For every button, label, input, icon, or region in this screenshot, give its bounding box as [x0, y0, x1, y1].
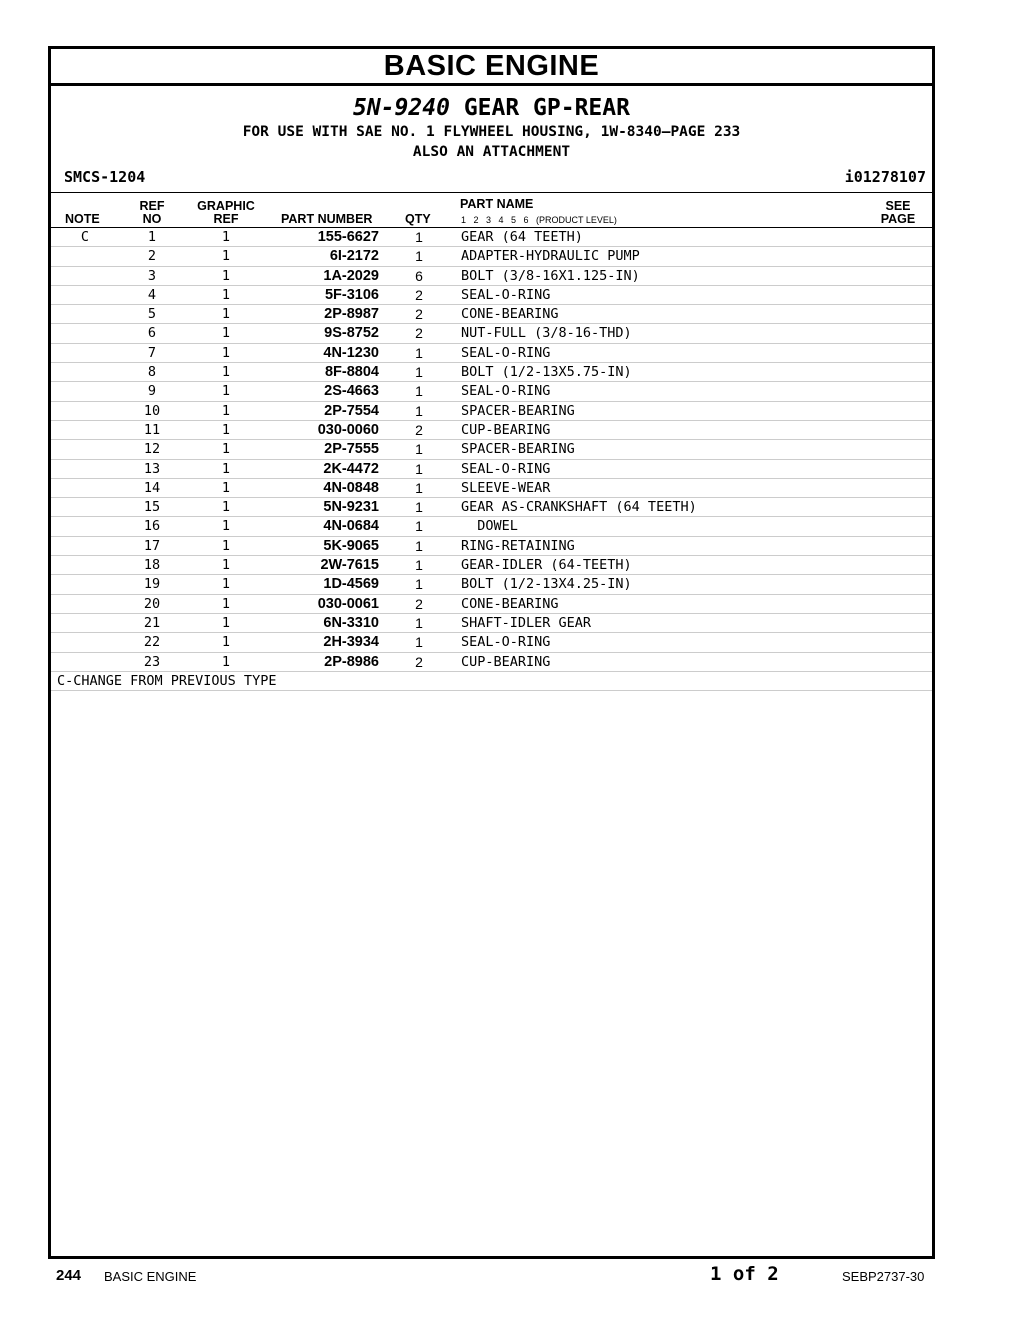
row-part-number: 155-6627 — [317, 229, 379, 245]
col-graphic-header-top: GRAPHIC — [197, 199, 255, 213]
row-part-name: CUP-BEARING — [461, 653, 551, 670]
row-graphic-ref: 1 — [221, 267, 231, 284]
row-ref-no: 18 — [143, 557, 161, 574]
row-graphic-ref: 1 — [221, 499, 231, 516]
row-qty: 1 — [415, 614, 423, 631]
row-ref-no: 21 — [143, 614, 161, 631]
row-part-number: 030-0061 — [317, 595, 379, 612]
table-row — [51, 633, 932, 652]
table-row — [51, 247, 932, 266]
row-ref-no: 22 — [143, 634, 161, 651]
row-part-name: ADAPTER-HYDRAULIC PUMP — [461, 248, 640, 265]
row-graphic-ref: 1 — [221, 441, 231, 458]
row-qty: 1 — [415, 460, 423, 477]
table-row — [51, 305, 932, 324]
row-part-name: NUT-FULL (3/8-16-THD) — [461, 325, 632, 342]
row-part-number: 6N-3310 — [323, 614, 379, 631]
row-graphic-ref: 1 — [221, 402, 231, 419]
table-row — [51, 382, 932, 401]
row-qty: 2 — [415, 421, 423, 438]
footnote-row — [51, 672, 932, 691]
row-qty: 1 — [415, 441, 423, 458]
row-ref-no: 5 — [147, 306, 157, 323]
row-ref-no: 11 — [143, 421, 161, 438]
parts-page-frame — [48, 46, 935, 1259]
table-row — [51, 228, 932, 247]
row-part-number: 1A-2029 — [323, 267, 379, 284]
row-ref-no: 2 — [147, 248, 157, 265]
col-part-name-header: PART NAME — [460, 197, 534, 211]
row-part-name: SEAL-O-RING — [461, 286, 551, 303]
smcs-code: SMCS-1204 — [64, 168, 146, 186]
row-part-number: 1D-4569 — [323, 576, 379, 593]
row-part-number: 2P-7554 — [324, 402, 379, 419]
document-number: SEBP2737-30 — [842, 1269, 925, 1284]
row-ref-no: 8 — [147, 364, 157, 381]
table-row — [51, 595, 932, 614]
table-row — [51, 402, 932, 421]
row-part-number: 8F-8804 — [324, 364, 379, 381]
row-graphic-ref: 1 — [221, 460, 231, 477]
row-ref-no: 10 — [143, 402, 161, 419]
row-graphic-ref: 1 — [221, 576, 231, 593]
table-row — [51, 498, 932, 517]
row-part-number: 030-0060 — [317, 421, 379, 438]
row-part-name: BOLT (1/2-13X5.75-IN) — [461, 364, 632, 381]
row-part-number: 2S-4663 — [324, 383, 379, 400]
table-row — [51, 286, 932, 305]
attachment-note: ALSO AN ATTACHMENT — [412, 144, 571, 160]
row-qty: 1 — [415, 634, 423, 651]
row-part-name: SLEEVE-WEAR — [461, 479, 551, 496]
row-graphic-ref: 1 — [221, 229, 231, 245]
row-ref-no: 1 — [147, 229, 157, 245]
col-note-header: NOTE — [65, 212, 100, 226]
row-part-number: 2K-4472 — [323, 460, 379, 477]
row-qty: 2 — [415, 306, 423, 323]
row-ref-no: 4 — [147, 286, 157, 303]
row-part-number: 5K-9065 — [323, 537, 379, 554]
table-row — [51, 653, 932, 672]
meta-row — [51, 168, 932, 188]
product-level-header: 1 2 3 4 5 6 (PRODUCT LEVEL) — [461, 215, 617, 225]
footnote-text: C-CHANGE FROM PREVIOUS TYPE — [57, 672, 277, 689]
row-qty: 2 — [415, 595, 423, 612]
col-ref-header-bottom: NO — [142, 212, 162, 226]
usage-note: FOR USE WITH SAE NO. 1 FLYWHEEL HOUSING, 1W-8340—PAGE 233 — [242, 124, 741, 140]
row-graphic-ref: 1 — [221, 537, 231, 554]
row-qty: 6 — [415, 267, 423, 284]
row-note: C — [80, 229, 90, 245]
row-graphic-ref: 1 — [221, 518, 231, 535]
row-ref-no: 15 — [143, 499, 161, 516]
row-graphic-ref: 1 — [221, 595, 231, 612]
row-ref-no: 9 — [147, 383, 157, 400]
row-part-name: CONE-BEARING — [461, 595, 559, 612]
col-see-header-top: SEE — [885, 199, 911, 213]
row-qty: 2 — [415, 325, 423, 342]
row-part-number: 2P-8987 — [324, 306, 379, 323]
row-ref-no: 19 — [143, 576, 161, 593]
table-row — [51, 344, 932, 363]
row-graphic-ref: 1 — [221, 248, 231, 265]
row-part-name: RING-RETAINING — [461, 537, 575, 554]
row-part-number: 9S-8752 — [324, 325, 379, 342]
table-row — [51, 575, 932, 594]
row-part-name: DOWEL — [461, 518, 518, 535]
col-graphic-header-bottom: REF — [213, 212, 239, 226]
row-part-number: 2W-7615 — [320, 557, 379, 574]
row-qty: 2 — [415, 286, 423, 303]
row-ref-no: 17 — [143, 537, 161, 554]
row-part-number: 6I-2172 — [329, 248, 379, 265]
column-headers — [51, 194, 932, 228]
row-part-name: SEAL-O-RING — [461, 383, 551, 400]
col-part-number-header: PART NUMBER — [281, 212, 373, 226]
row-graphic-ref: 1 — [221, 479, 231, 496]
row-part-number: 2H-3934 — [323, 634, 379, 651]
row-part-name: SPACER-BEARING — [461, 402, 575, 419]
table-row — [51, 614, 932, 633]
row-part-number: 4N-1230 — [323, 344, 379, 361]
table-row — [51, 556, 932, 575]
row-qty: 1 — [415, 576, 423, 593]
col-qty-header: QTY — [405, 212, 431, 226]
table-row — [51, 440, 932, 459]
row-qty: 1 — [415, 248, 423, 265]
table-row — [51, 267, 932, 286]
col-see-header-bottom: PAGE — [880, 212, 916, 226]
row-part-name: BOLT (1/2-13X4.25-IN) — [461, 576, 632, 593]
table-row — [51, 537, 932, 556]
row-graphic-ref: 1 — [221, 614, 231, 631]
row-part-name: BOLT (3/8-16X1.125-IN) — [461, 267, 640, 284]
row-part-name: CUP-BEARING — [461, 421, 551, 438]
row-ref-no: 12 — [143, 441, 161, 458]
row-ref-no: 14 — [143, 479, 161, 496]
row-graphic-ref: 1 — [221, 634, 231, 651]
row-qty: 1 — [415, 499, 423, 516]
table-row — [51, 363, 932, 382]
row-part-name: SEAL-O-RING — [461, 344, 551, 361]
table-row — [51, 460, 932, 479]
row-part-number: 4N-0848 — [323, 479, 379, 496]
row-qty: 1 — [415, 344, 423, 361]
row-part-name: SHAFT-IDLER GEAR — [461, 614, 592, 631]
parts-list — [51, 228, 932, 672]
row-graphic-ref: 1 — [221, 325, 231, 342]
group-title — [51, 94, 932, 122]
row-part-name: GEAR (64 TEETH) — [461, 229, 583, 245]
document-id: i01278107 — [844, 168, 926, 186]
row-qty: 1 — [415, 557, 423, 574]
row-ref-no: 7 — [147, 344, 157, 361]
row-qty: 1 — [415, 229, 423, 245]
row-part-name: SPACER-BEARING — [461, 441, 575, 458]
row-part-number: 2P-8986 — [324, 653, 379, 670]
row-ref-no: 16 — [143, 518, 161, 535]
section-title: BASIC ENGINE — [51, 49, 932, 86]
row-part-number: 5N-9231 — [323, 499, 379, 516]
row-part-name: GEAR AS-CRANKSHAFT (64 TEETH) — [461, 499, 697, 516]
row-graphic-ref: 1 — [221, 286, 231, 303]
row-part-name: CONE-BEARING — [461, 306, 559, 323]
row-qty: 1 — [415, 383, 423, 400]
row-graphic-ref: 1 — [221, 421, 231, 438]
col-ref-header-top: REF — [139, 199, 165, 213]
page-number: 244 — [56, 1267, 82, 1284]
row-graphic-ref: 1 — [221, 344, 231, 361]
row-qty: 2 — [415, 653, 423, 670]
row-qty: 1 — [415, 537, 423, 554]
row-part-number: 5F-3106 — [324, 286, 379, 303]
row-qty: 1 — [415, 479, 423, 496]
group-name: GEAR GP-REAR — [463, 95, 630, 121]
row-graphic-ref: 1 — [221, 364, 231, 381]
row-part-number: 2P-7555 — [324, 441, 379, 458]
row-part-number: 4N-0684 — [323, 518, 379, 535]
table-row — [51, 324, 932, 343]
page-footer — [0, 1262, 1020, 1292]
row-ref-no: 13 — [143, 460, 161, 477]
footer-section: BASIC ENGINE — [104, 1269, 197, 1284]
row-ref-no: 6 — [147, 325, 157, 342]
row-graphic-ref: 1 — [221, 557, 231, 574]
row-ref-no: 23 — [143, 653, 161, 670]
row-part-name: GEAR-IDLER (64-TEETH) — [461, 557, 632, 574]
table-row — [51, 421, 932, 440]
row-qty: 1 — [415, 518, 423, 535]
group-number: 5N-9240 — [353, 95, 450, 121]
sheet-indicator: 1 of 2 — [710, 1263, 779, 1285]
row-graphic-ref: 1 — [221, 383, 231, 400]
row-qty: 1 — [415, 402, 423, 419]
row-ref-no: 20 — [143, 595, 161, 612]
row-ref-no: 3 — [147, 267, 157, 284]
row-part-name: SEAL-O-RING — [461, 460, 551, 477]
divider — [51, 192, 932, 193]
row-graphic-ref: 1 — [221, 653, 231, 670]
row-graphic-ref: 1 — [221, 306, 231, 323]
row-qty: 1 — [415, 364, 423, 381]
table-row — [51, 517, 932, 536]
row-part-name: SEAL-O-RING — [461, 634, 551, 651]
table-row — [51, 479, 932, 498]
